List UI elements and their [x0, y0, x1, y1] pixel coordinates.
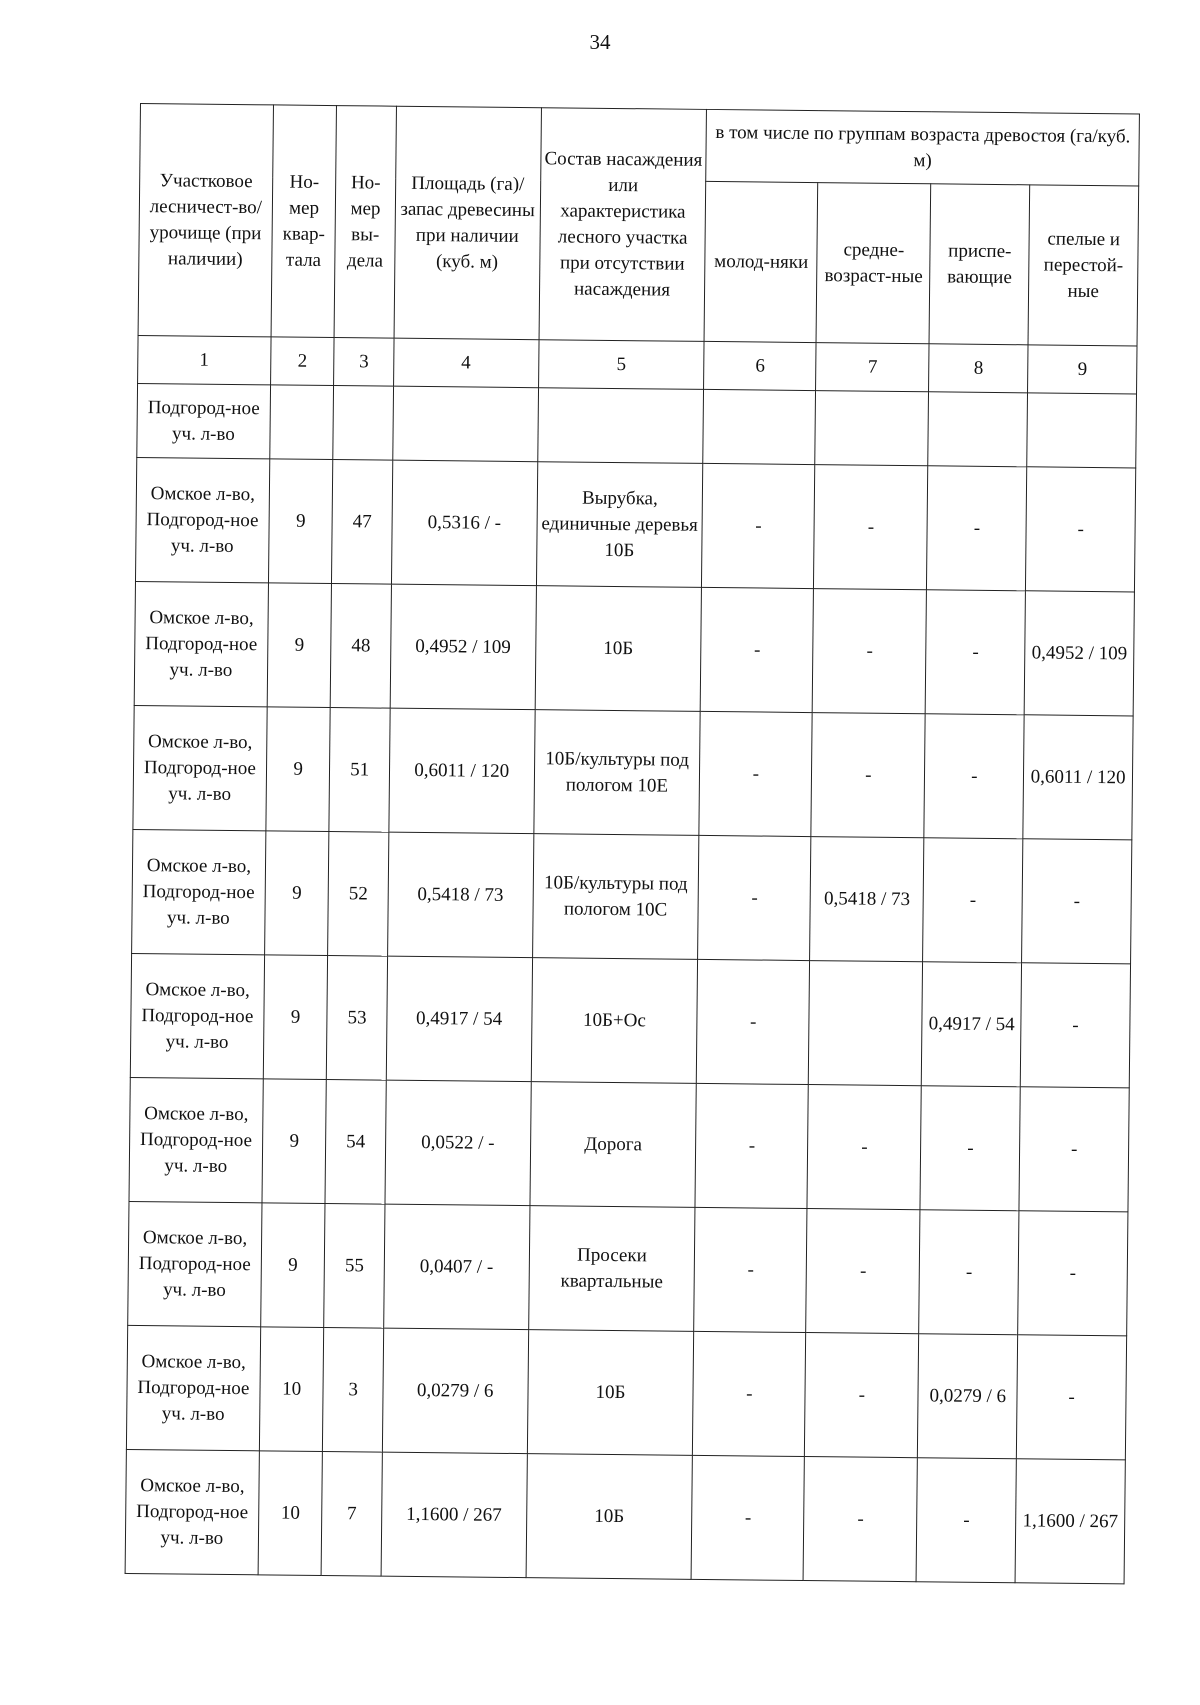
header-young: молод-няки	[704, 181, 818, 342]
cell-quarter: 9	[263, 955, 328, 1080]
table-row	[128, 1201, 1128, 1335]
empty-cell	[928, 392, 1028, 467]
cell-section: 48	[331, 584, 392, 709]
cell-ripening: -	[916, 1458, 1016, 1583]
cell-young: -	[691, 1455, 804, 1580]
cell-ripening: -	[919, 1210, 1019, 1335]
table-row	[134, 581, 1134, 715]
cell-section: 3	[323, 1327, 384, 1452]
cell-section: 51	[329, 708, 390, 833]
cell-section: 52	[328, 832, 389, 957]
table-row	[133, 705, 1133, 839]
cell-quarter: 9	[262, 1079, 327, 1204]
cell-composition: 10Б/культуры под пологом 10С	[532, 834, 699, 960]
cell-ripening: -	[920, 1086, 1020, 1211]
cell-area: 0,0407 / -	[383, 1204, 529, 1330]
table-row	[125, 1449, 1125, 1583]
cell-area: 0,0279 / 6	[382, 1328, 528, 1454]
cell-location: Омское л-во, Подгород-ное уч. л-во	[126, 1325, 260, 1450]
cell-mature: 1,1600 / 267	[1015, 1459, 1125, 1584]
empty-cell	[537, 388, 704, 464]
cell-mature: 0,6011 / 120	[1023, 715, 1133, 840]
header-mature: спелые и перестой-ные	[1028, 185, 1138, 346]
cell-middle-aged	[809, 961, 923, 1086]
table-row	[126, 1325, 1126, 1459]
header-composition: Состав насаждения или характеристика лесного участка при отсутствии насаждения	[539, 108, 707, 342]
column-number: 6	[704, 341, 816, 390]
cell-quarter: 9	[266, 707, 331, 832]
column-number: 4	[393, 338, 538, 388]
cell-composition: 10Б+Ос	[531, 958, 698, 1084]
cell-composition: Просеки квартальные	[528, 1206, 695, 1332]
table-row	[129, 1077, 1129, 1211]
column-number: 1	[138, 335, 271, 384]
table-row	[130, 953, 1130, 1087]
column-number: 2	[270, 337, 334, 386]
cell-quarter: 9	[261, 1203, 326, 1328]
empty-cell	[393, 386, 539, 462]
cell-area: 0,0522 / -	[385, 1080, 531, 1206]
cell-mature: 0,4952 / 109	[1024, 591, 1134, 716]
cell-composition: 10Б/культуры под пологом 10Е	[534, 710, 701, 836]
column-number: 9	[1028, 345, 1137, 394]
header-middle-aged: средне-возраст-ные	[816, 183, 931, 344]
empty-cell	[703, 389, 816, 464]
cell-quarter: 10	[259, 1327, 324, 1452]
cell-young: -	[701, 587, 814, 712]
cell-middle-aged: 0,5418 / 73	[810, 837, 924, 962]
cell-young: -	[697, 959, 810, 1084]
cell-middle-aged: -	[811, 713, 925, 838]
cell-middle-aged: -	[814, 465, 928, 590]
cell-young: -	[699, 711, 812, 836]
cell-middle-aged: -	[803, 1457, 917, 1582]
cell-composition: Дорога	[530, 1082, 697, 1208]
cell-young: -	[702, 463, 815, 588]
cell-mature: -	[1017, 1335, 1127, 1460]
cell-location: Омское л-во, Подгород-ное уч. л-во	[132, 829, 266, 954]
page-number: 34	[589, 30, 611, 54]
header-section-number: Но-мер вы-дела	[335, 106, 397, 339]
cell-ripening: -	[927, 466, 1027, 591]
empty-cell	[1027, 393, 1137, 468]
cell-mature: -	[1018, 1211, 1128, 1336]
cell-middle-aged: -	[805, 1333, 919, 1458]
cell-quarter: 9	[268, 459, 333, 584]
cell-composition: 10Б	[535, 586, 702, 712]
header-forestry: Участковое лесничест-во/урочище (при наличии)	[138, 104, 273, 337]
empty-cell	[333, 386, 393, 461]
table-row	[135, 457, 1135, 591]
cell-young: -	[694, 1207, 807, 1332]
cell-mature: -	[1026, 467, 1136, 592]
cell-location: Омское л-во, Подгород-ное уч. л-во	[134, 581, 268, 706]
column-number: 5	[538, 340, 704, 390]
cell-ripening: 0,4917 / 54	[922, 962, 1022, 1087]
cell-location: Омское л-во, Подгород-ное уч. л-во	[135, 457, 269, 582]
cell-section: 7	[322, 1451, 383, 1576]
cell-young: -	[693, 1331, 806, 1456]
cell-ripening: -	[923, 838, 1023, 963]
cell-middle-aged: -	[806, 1209, 920, 1334]
table-row	[132, 829, 1132, 963]
cell-location: Омское л-во, Подгород-ное уч. л-во	[129, 1077, 263, 1202]
cell-middle-aged: -	[807, 1085, 921, 1210]
cell-young: -	[698, 835, 811, 960]
cell-area: 1,1600 / 267	[381, 1452, 527, 1578]
cell-area: 0,5418 / 73	[387, 832, 533, 958]
header-row-top	[140, 104, 1140, 186]
cell-location: Омское л-во, Подгород-ное уч. л-во	[125, 1449, 259, 1574]
group-row	[137, 383, 1137, 467]
cell-mature: -	[1019, 1087, 1129, 1212]
empty-cell	[270, 385, 334, 460]
cell-location: Омское л-во, Подгород-ное уч. л-во	[130, 953, 264, 1078]
cell-composition: 10Б	[526, 1454, 693, 1580]
cell-ripening: -	[924, 714, 1024, 839]
cell-location: Омское л-во, Подгород-ное уч. л-во	[128, 1201, 262, 1326]
forest-plots-table	[125, 103, 1140, 1584]
cell-young: -	[695, 1083, 808, 1208]
cell-area: 0,4952 / 109	[390, 584, 536, 710]
cell-area: 0,6011 / 120	[389, 708, 535, 834]
cell-quarter: 9	[264, 831, 329, 956]
cell-area: 0,4917 / 54	[386, 956, 532, 1082]
cell-section: 55	[324, 1204, 385, 1329]
header-area-stock: Площадь (га)/запас древесины при наличии (куб. м)	[394, 106, 541, 340]
cell-area: 0,5316 / -	[391, 460, 537, 586]
empty-cell	[815, 391, 929, 466]
header-ripening: приспе-вающие	[929, 184, 1029, 345]
cell-composition: Вырубка, единичные деревья 10Б	[536, 462, 703, 588]
cell-section: 53	[327, 956, 388, 1081]
cell-section: 47	[332, 460, 393, 585]
cell-mature: -	[1020, 963, 1130, 1088]
column-number: 3	[334, 338, 394, 387]
cell-section: 54	[325, 1080, 386, 1205]
cell-location: Омское л-во, Подгород-ное уч. л-во	[133, 705, 267, 830]
group-row-label: Подгород-ное уч. л-во	[137, 383, 271, 458]
header-age-groups: в том числе по группам возраста древостоя (га/куб. м)	[706, 109, 1139, 186]
cell-quarter: 10	[258, 1451, 323, 1576]
cell-middle-aged: -	[813, 589, 927, 714]
cell-composition: 10Б	[527, 1330, 694, 1456]
cell-mature: -	[1022, 839, 1132, 964]
column-number: 8	[929, 344, 1028, 393]
header-quarter-number: Но-мер квар-тала	[271, 105, 337, 338]
cell-ripening: 0,0279 / 6	[918, 1334, 1018, 1459]
column-number: 7	[816, 343, 930, 392]
cell-quarter: 9	[267, 583, 332, 708]
cell-ripening: -	[926, 590, 1026, 715]
